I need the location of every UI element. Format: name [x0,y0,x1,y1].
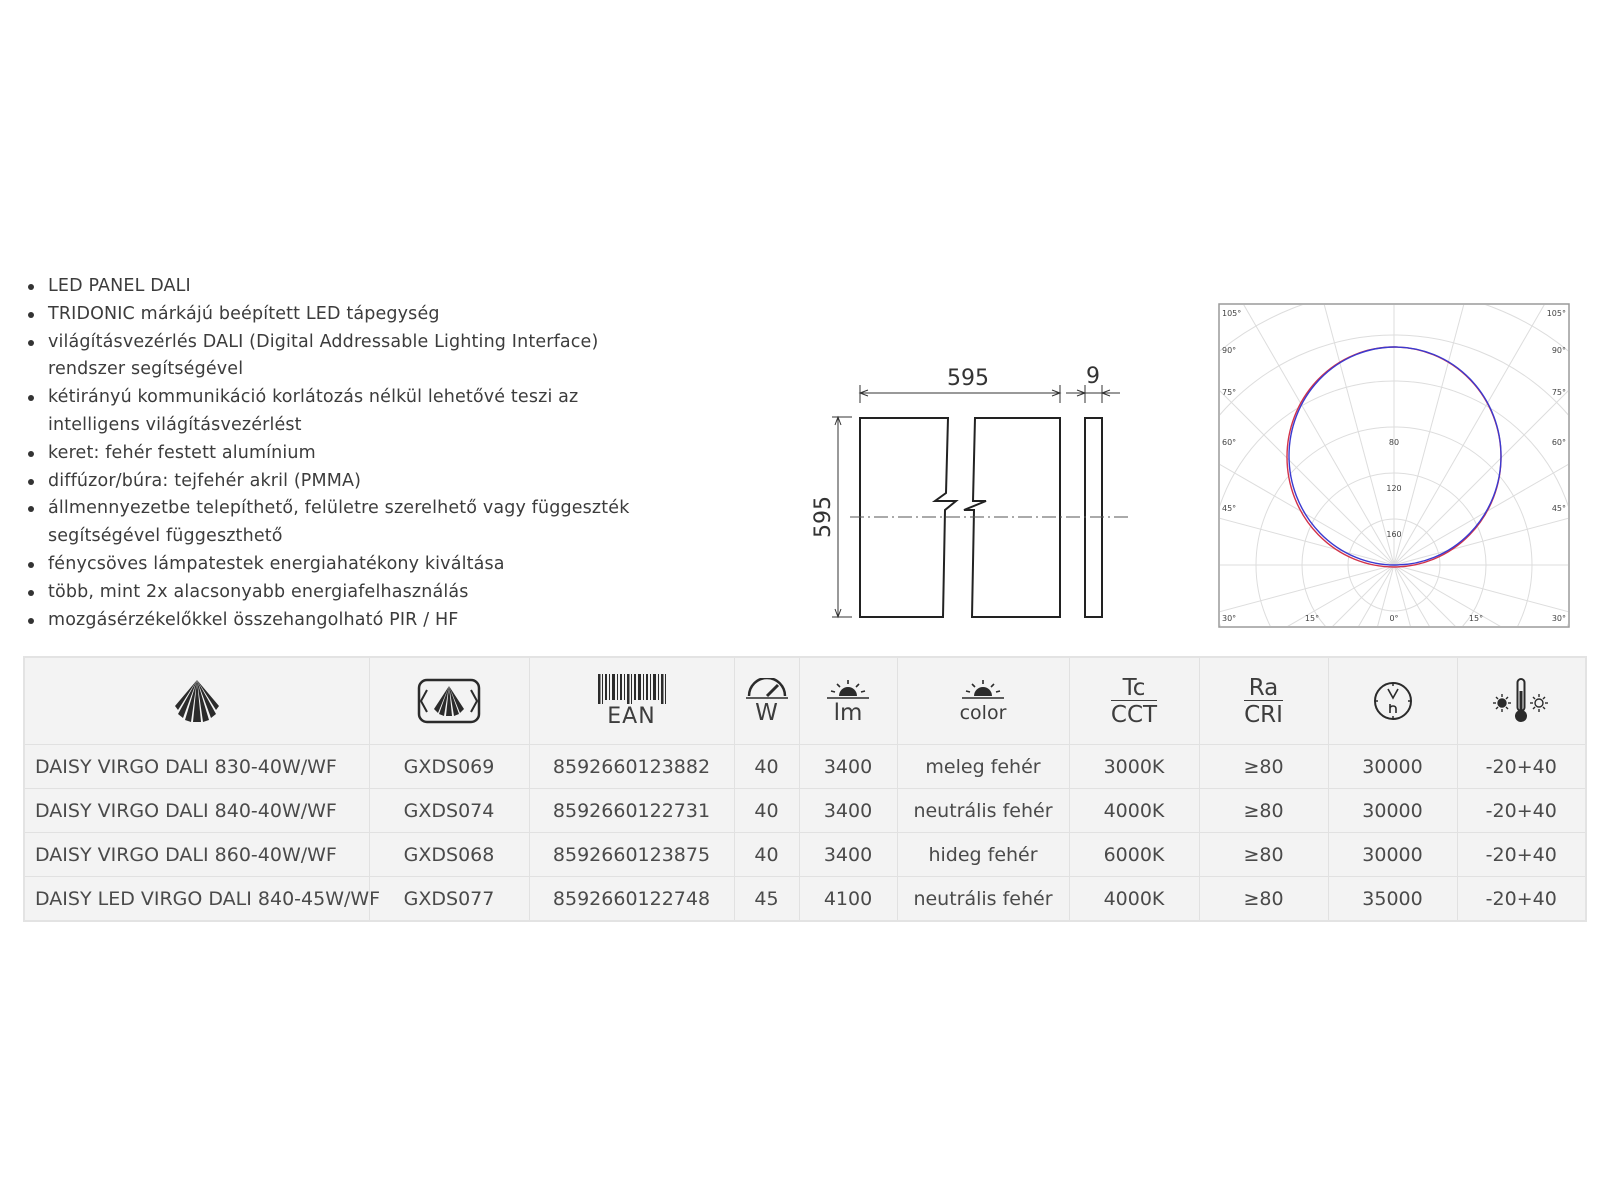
header-lifetime [1328,657,1457,745]
cell-cct: 3000K [1069,745,1199,789]
right-angle-label: 105° [1546,309,1566,318]
cell-life: 30000 [1328,789,1457,833]
cct-label: CCT [1110,701,1158,728]
height-label: 595 [811,496,836,538]
table-row [24,745,1586,789]
right-angle-label: 30° [1551,614,1566,623]
barcode-icon [596,674,668,704]
cri-stack [1244,676,1283,727]
feature-item: mozgásérzékelőkkel összehangolható PIR / HF [26,607,629,635]
table-row [24,789,1586,833]
cell-cri: ≥80 [1199,789,1328,833]
cell-lumen: 4100 [799,877,897,922]
cell-ean: 8592660122748 [529,877,734,922]
tc-label: Tc [1122,674,1146,701]
spec-table [23,656,1587,922]
cell-lumen: 3400 [799,833,897,877]
luminaire-icon [173,678,221,724]
cell-life: 35000 [1328,877,1457,922]
header-cri [1199,657,1328,745]
cell-cri: ≥80 [1199,833,1328,877]
cell-lumen: 3400 [799,745,897,789]
bottom-angle-label: 0° [1389,614,1399,623]
cell-code: GXDS068 [369,833,529,877]
light-output-icon [825,678,871,700]
cell-cri: ≥80 [1199,877,1328,922]
power-meter-icon [744,678,790,700]
cell-name: DAISY VIRGO DALI 830-40W/WF [24,745,369,789]
left-angle-label: 30° [1222,614,1237,623]
cell-ean: 8592660123875 [529,833,734,877]
feature-item: fénycsöves lámpatestek energiahatékony kiváltása [26,551,629,579]
cell-cct: 4000K [1069,877,1199,922]
left-angle-label: 75° [1222,388,1237,397]
cell-life: 30000 [1328,745,1457,789]
cell-cri: ≥80 [1199,745,1328,789]
watt-label: W [755,700,778,726]
ean-label: EAN [607,704,656,729]
cell-temp: -20+40 [1457,745,1586,789]
feature-item: TRIDONIC márkájú beépített LED tápegység [26,301,629,329]
cell-temp: -20+40 [1457,789,1586,833]
cri-label: CRI [1244,701,1283,728]
feature-item: világításvezérlés DALI (Digital Addressable Lighting Interface) rendszer segítségével [26,329,629,385]
bottom-angle-label: 15° [1304,614,1320,623]
header-cct [1069,657,1199,745]
table-header-row [24,657,1586,745]
bottom-angle-label: 15° [1468,614,1484,623]
header-watt [734,657,799,745]
cell-watt: 40 [734,833,799,877]
cell-temp: -20+40 [1457,877,1586,922]
radial-label: 120 [1386,484,1402,493]
left-angle-label: 60° [1222,438,1237,447]
right-angle-label: 90° [1551,346,1566,355]
product-code-icon [417,678,481,724]
left-angle-label: 105° [1222,309,1242,318]
color-label: color [959,702,1007,724]
width-label: 595 [947,366,989,391]
dimension-drawing [790,355,1140,635]
header-code [369,657,529,745]
cell-ean: 8592660123882 [529,745,734,789]
feature-item: állmennyezetbe telepíthető, felületre szerelhető vagy függeszték segítségével függeszthető [26,495,629,551]
radial-label: 80 [1388,438,1400,447]
table-row [24,833,1586,877]
feature-item: LED PANEL DALI [26,273,629,301]
lumen-label: lm [833,700,863,726]
lifetime-clock-icon [1372,680,1414,722]
cell-lumen: 3400 [799,789,897,833]
cell-color: meleg fehér [897,745,1069,789]
right-angle-label: 45° [1551,504,1566,513]
feature-item: keret: fehér festett alumínium [26,440,629,468]
cell-cct: 4000K [1069,789,1199,833]
feature-item: kétirányú kommunikáció korlátozás nélkül lehetővé teszi az intelligens világításvezérlést [26,384,629,440]
cell-ean: 8592660122731 [529,789,734,833]
cell-code: GXDS077 [369,877,529,922]
cell-color: neutrális fehér [897,789,1069,833]
cell-watt: 40 [734,789,799,833]
feature-item: több, mint 2x alacsonyabb energiafelhasználás [26,579,629,607]
cell-code: GXDS074 [369,789,529,833]
temperature-icon [1493,677,1549,725]
feature-item: diffúzor/búra: tejfehér akril (PMMA) [26,468,629,496]
ra-label: Ra [1248,674,1279,701]
cell-name: DAISY LED VIRGO DALI 840-45W/WF [24,877,369,922]
cell-color: hideg fehér [897,833,1069,877]
header-temperature [1457,657,1586,745]
cell-name: DAISY VIRGO DALI 860-40W/WF [24,833,369,877]
cell-temp: -20+40 [1457,833,1586,877]
cell-color: neutrális fehér [897,877,1069,922]
left-angle-label: 90° [1222,346,1237,355]
cell-watt: 45 [734,877,799,922]
cct-stack [1111,676,1157,727]
cell-life: 30000 [1328,833,1457,877]
cell-watt: 40 [734,745,799,789]
cell-cct: 6000K [1069,833,1199,877]
radial-label: 160 [1386,530,1402,539]
header-color [897,657,1069,745]
header-ean [529,657,734,745]
cell-code: GXDS069 [369,745,529,789]
header-luminaire [24,657,369,745]
left-angle-label: 45° [1222,504,1237,513]
depth-label: 9 [1086,364,1100,389]
right-angle-label: 60° [1551,438,1566,447]
right-angle-label: 75° [1551,388,1566,397]
feature-list [26,273,629,634]
cell-name: DAISY VIRGO DALI 840-40W/WF [24,789,369,833]
color-sun-icon [960,678,1006,700]
light-distribution-chart [1218,303,1570,628]
table-row [24,877,1586,922]
header-lumen [799,657,897,745]
